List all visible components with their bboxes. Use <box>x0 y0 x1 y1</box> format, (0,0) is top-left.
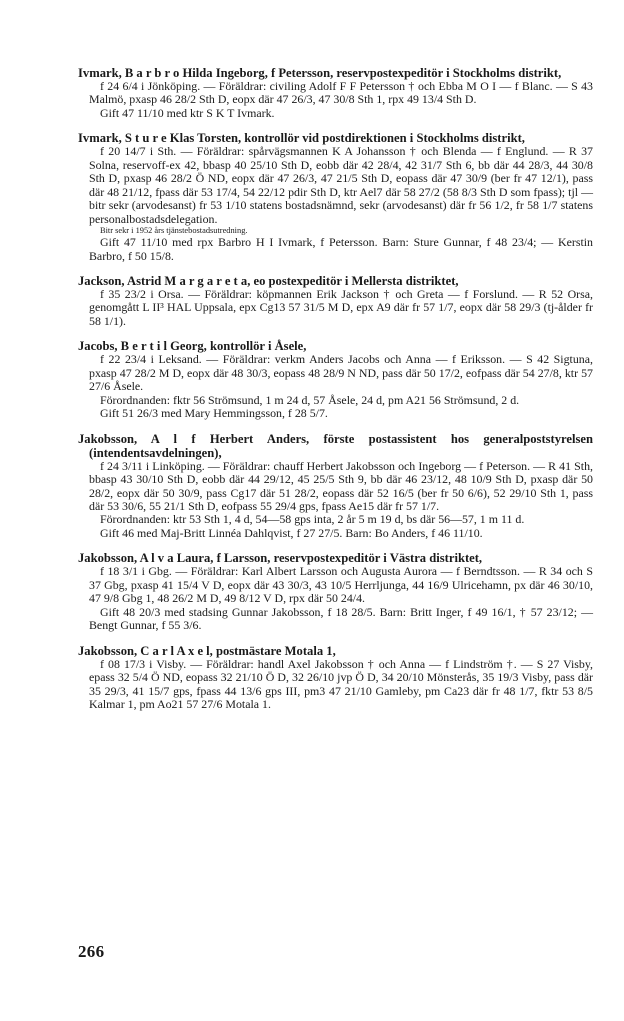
entry-marriage: Gift 51 26/3 med Mary Hemmingsson, f 28 5/7. <box>100 406 328 421</box>
entry-heading: Ivmark, S t u r e Klas Torsten, kontrollör vid postdirektionen i Stockholms distrikt, <box>78 131 525 146</box>
entry-body <box>78 80 593 120</box>
entry-text: f 35 23/2 i Orsa. — Föräldrar: köpmannen Erik Jackson † och Greta — f Forslund. — R 52 Orsa, genomgått L II³ HAL Uppsala, epx Cg13 57 31/5 M D, epx A9 där fr 57 1/7, eopx där 58 29/3 (tj-ålder fr 58 1/1). <box>89 286 593 328</box>
entry-heading: Jakobsson, A l f Herbert Anders, förste postassistent hos generalpoststyrelsen (intendentsavdelningen), <box>78 431 593 460</box>
entry-body <box>78 565 593 632</box>
entry-jakobsson-alf <box>78 432 593 541</box>
entry-marriage: Gift 47 11/10 med rpx Barbro H I Ivmark, f Petersson. Barn: Sture Gunnar, f 48 23/4; — Kerstin Barbro, f 50 15/8. <box>89 235 593 263</box>
entry-jakobsson-carl <box>78 644 593 712</box>
register-page <box>78 66 593 722</box>
entry-text: f 20 14/7 i Sth. — Föräldrar: spårvägsmannen K A Johansson † och Blenda — f Englund. — R 37 Solna, reservoff-ex 42, bbasp 40 25/10 Sth D, eobb där 42 28/4, 42 31/7 Sth 6, bb där 44 28/3, 44 30/8 Sth D, pxasp 46 28/2 Ö ND, eopx där 47 26/3, 47 21/5 Sth D, eopass där 47 30/9 (ber fr 47 12/1), pass där 48 21/12, fpass där 53 17/4, 54 22/12 pdir Sth D, ktr Ael7 där 58 27/2 (58 8/3 Sth D som fpass); tjl — bitr sekr (arvodesanst) fr 53 1/10 statens bostadsnämnd, sekr (arvodesanst) där fr 56 1/2, fr 58 1/7 statens personalbostadsdelegation. <box>89 144 593 226</box>
entry-heading: Jacobs, B e r t i l Georg, kontrollör i Åsele, <box>78 339 307 354</box>
entry-jackson-astrid <box>78 274 593 328</box>
entry-heading: Jakobsson, C a r l A x e l, postmästare Motala 1, <box>78 643 336 658</box>
entry-marriage: Gift 47 11/10 med ktr S K T Ivmark. <box>100 105 275 120</box>
entry-jacobs-bertil <box>78 339 593 420</box>
entry-heading: Jackson, Astrid M a r g a r e t a, eo postexpeditör i Mellersta distriktet, <box>78 273 459 288</box>
entry-appointments: Förordnanden: ktr 53 Sth 1, 4 d, 54—58 gps inta, 2 år 5 m 19 d, bs där 56—57, 1 m 11 d. <box>100 512 525 527</box>
entry-heading: Jakobsson, A l v a Laura, f Larsson, reservpostexpeditör i Västra distriktet, <box>78 551 483 566</box>
entry-text: f 22 23/4 i Leksand. — Föräldrar: verkm Anders Jacobs och Anna — f Eriksson. — S 42 Sigtuna, pxasp 47 28/2 M D, eopx där 48 30/3, eopass 48 28/9 N ND, pass där 50 17/2, eofpass där 54 27/8, ktr 57 27/6 Åsele. <box>89 352 593 394</box>
entry-body <box>78 460 593 541</box>
entry-body <box>78 145 593 263</box>
entry-text: f 24 3/11 i Linköping. — Föräldrar: chauff Herbert Jakobsson och Ingeborg — f Peterson. — R 41 Sth, bbasp 43 30/10 Sth D, eobb där 44 29/12, 45 25/5 Sth 9, bb där 46 23/12, 48 10/9 Sth D, pxasp där 50 28/2, eopx där 50 30/9, pass Cg17 där 51 28/2, eopass där 52 16/5 (ber fr 50 6/6), 52 29/10 Sth 1, pass där 53 30/6, 55 21/1 Sth D, eofpass 55 29/4 gps, fpass Ae15 där fr 57 1/7. <box>89 458 593 513</box>
entry-jakobsson-alva <box>78 551 593 632</box>
entry-body <box>78 658 593 712</box>
entry-ivmark-sture <box>78 131 593 263</box>
entry-body <box>78 288 593 328</box>
entry-marriage: Gift 46 med Maj-Britt Linnéa Dahlqvist, f 27 27/5. Barn: Bo Anders, f 46 11/10. <box>100 525 483 540</box>
entry-appointments: Förordnanden: fktr 56 Strömsund, 1 m 24 d, 57 Åsele, 24 d, pm A21 56 Strömsund, 2 d. <box>100 392 520 407</box>
entry-text: f 24 6/4 i Jönköping. — Föräldrar: civiling Adolf F F Petersson † och Ebba M O I — f Blanc. — S 43 Malmö, pxasp 46 28/2 Sth D, eopx där 47 26/3, 47 30/8 Sth 1, rpx 49 13/4 Sth D. <box>89 79 593 107</box>
entry-ivmark-barbro <box>78 66 593 120</box>
entry-body <box>78 353 593 420</box>
entry-marriage: Gift 48 20/3 med stadsing Gunnar Jakobsson, f 18 28/5. Barn: Britt Inger, f 49 16/1, † 57 23/12; — Bengt Gunnar, f 55 3/6. <box>89 604 593 633</box>
page-number: 266 <box>78 942 105 961</box>
entry-text: f 08 17/3 i Visby. — Föräldrar: handl Axel Jakobsson † och Anna — f Lindström †. — S 27 Visby, epass 32 5/4 Ö ND, eopass 32 21/10 Ö D, 32 26/10 jvp Ö D, 34 20/10 Mönsterås, 35 19/3 Visby, pass där 35 29/3, 41 15/7 gps, fpass 44 13/6 gps III, pm3 47 21/10 Gamleby, pm Ca23 där fr 48 1/7, fktr 53 8/5 Kalmar 1, pm Ao21 57 27/6 Motala 1. <box>89 656 593 711</box>
entry-text: f 18 3/1 i Gbg. — Föräldrar: Karl Albert Larsson och Augusta Aurora — f Berndtsson. — R 34 och S 37 Gbg, pxasp 41 15/4 V D, eopx där 43 30/3, 43 10/5 Herrljunga, 44 16/9 Ulricehamn, px där 46 30/10, 47 9/8 Gbg 1, 48 26/2 M D, 49 8/12 V D, rpx där 50 24/4. <box>89 564 593 606</box>
entry-heading: Ivmark, B a r b r o Hilda Ingeborg, f Petersson, reservpostexpeditör i Stockholms distrikt, <box>78 66 562 80</box>
entry-note: Bitr sekr i 1952 års tjänstebostadsutredning. <box>100 226 248 236</box>
